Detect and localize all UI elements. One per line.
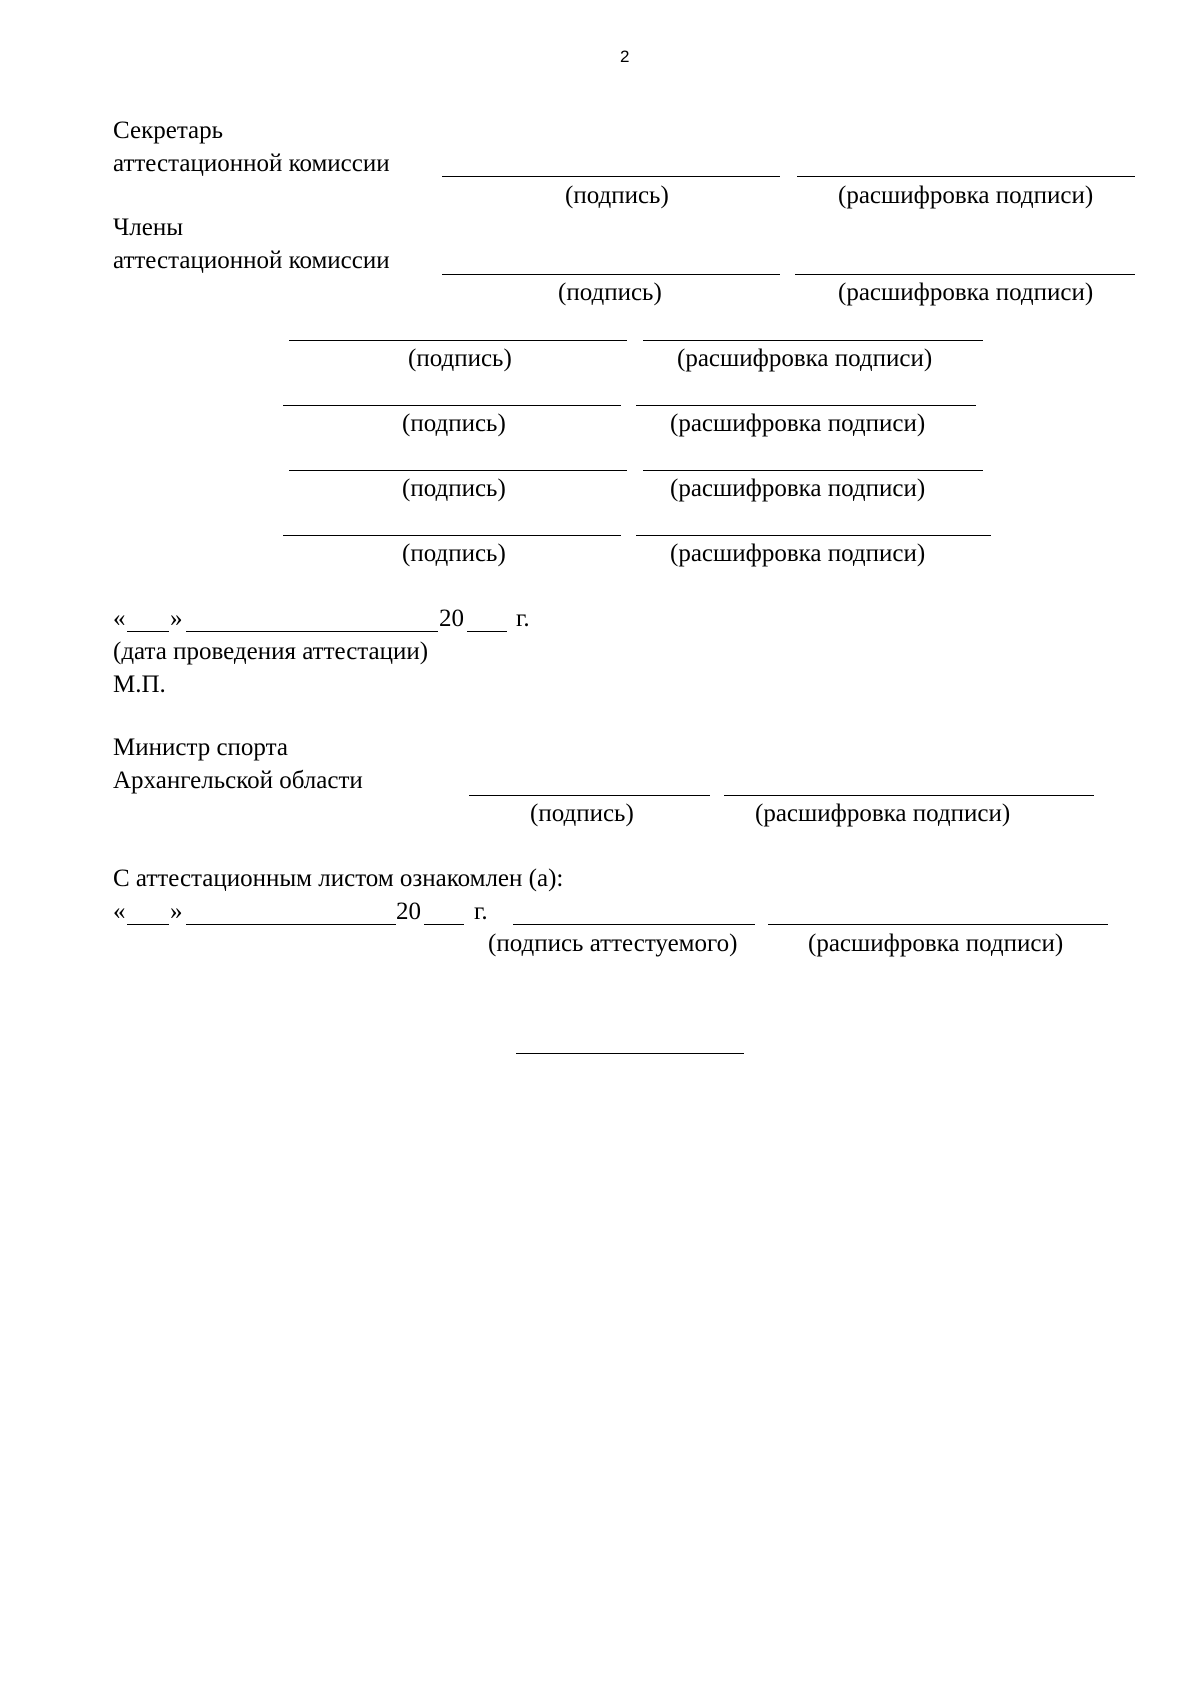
- member-decoding-line: [636, 535, 991, 536]
- member-decoding-label: (расшифровка подписи): [670, 540, 926, 567]
- member-signature-label: (подпись): [408, 345, 512, 372]
- member-signature-line: [442, 274, 780, 275]
- member-decoding-label: (расшифровка подписи): [838, 279, 1094, 306]
- secretary-title: Секретарь: [113, 117, 224, 144]
- date-month-line: [186, 631, 438, 632]
- acq-decoding-line: [768, 924, 1108, 925]
- acq-signature-line: [513, 924, 755, 925]
- secretary-commission: аттестационной комиссии: [113, 150, 390, 177]
- acq-day-line: [127, 924, 169, 925]
- secretary-signature-label: (подпись): [565, 182, 669, 209]
- acq-open-quote: «: [113, 898, 126, 925]
- member-signature-label: (подпись): [402, 410, 506, 437]
- member-decoding-label: (расшифровка подписи): [670, 410, 926, 437]
- date-caption: (дата проведения аттестации): [113, 638, 429, 665]
- member-decoding-label: (расшифровка подписи): [677, 345, 933, 372]
- date-century: 20: [439, 605, 464, 632]
- member-signature-label: (подпись): [402, 475, 506, 502]
- members-title: Члены: [113, 214, 183, 241]
- date-open-quote: «: [113, 605, 126, 632]
- acquaint-text: С аттестационным листом ознакомлен (а):: [113, 865, 564, 892]
- date-year-suffix: г.: [516, 605, 530, 632]
- member-signature-label: (подпись): [558, 279, 662, 306]
- minister-decoding-label: (расшифровка подписи): [755, 800, 1011, 827]
- secretary-decoding-line: [797, 176, 1135, 177]
- acq-year-line: [424, 924, 464, 925]
- minister-decoding-line: [724, 795, 1094, 796]
- member-decoding-line: [643, 470, 983, 471]
- member-signature-line: [289, 470, 627, 471]
- minister-region: Архангельской области: [113, 767, 363, 794]
- minister-signature-label: (подпись): [530, 800, 634, 827]
- member-signature-line: [289, 340, 627, 341]
- page-number: 2: [620, 47, 630, 66]
- acq-century: 20: [396, 898, 421, 925]
- stamp-place: М.П.: [113, 671, 166, 698]
- date-close-quote: »: [170, 605, 183, 632]
- bottom-separator-line: [516, 1053, 744, 1054]
- member-signature-line: [283, 405, 621, 406]
- acq-close-quote: »: [170, 898, 183, 925]
- member-decoding-label: (расшифровка подписи): [670, 475, 926, 502]
- acq-decoding-label: (расшифровка подписи): [808, 930, 1064, 957]
- secretary-decoding-label: (расшифровка подписи): [838, 182, 1094, 209]
- date-year-line: [467, 631, 507, 632]
- members-commission: аттестационной комиссии: [113, 247, 390, 274]
- minister-title: Министр спорта: [113, 734, 288, 761]
- member-signature-label: (подпись): [402, 540, 506, 567]
- member-decoding-line: [643, 340, 983, 341]
- date-day-line: [127, 631, 169, 632]
- acq-signature-label: (подпись аттестуемого): [488, 930, 738, 957]
- acq-month-line: [186, 924, 396, 925]
- member-signature-line: [283, 535, 621, 536]
- minister-signature-line: [469, 795, 710, 796]
- secretary-signature-line: [442, 176, 780, 177]
- member-decoding-line: [795, 274, 1135, 275]
- acq-year-suffix: г.: [474, 898, 488, 925]
- member-decoding-line: [636, 405, 976, 406]
